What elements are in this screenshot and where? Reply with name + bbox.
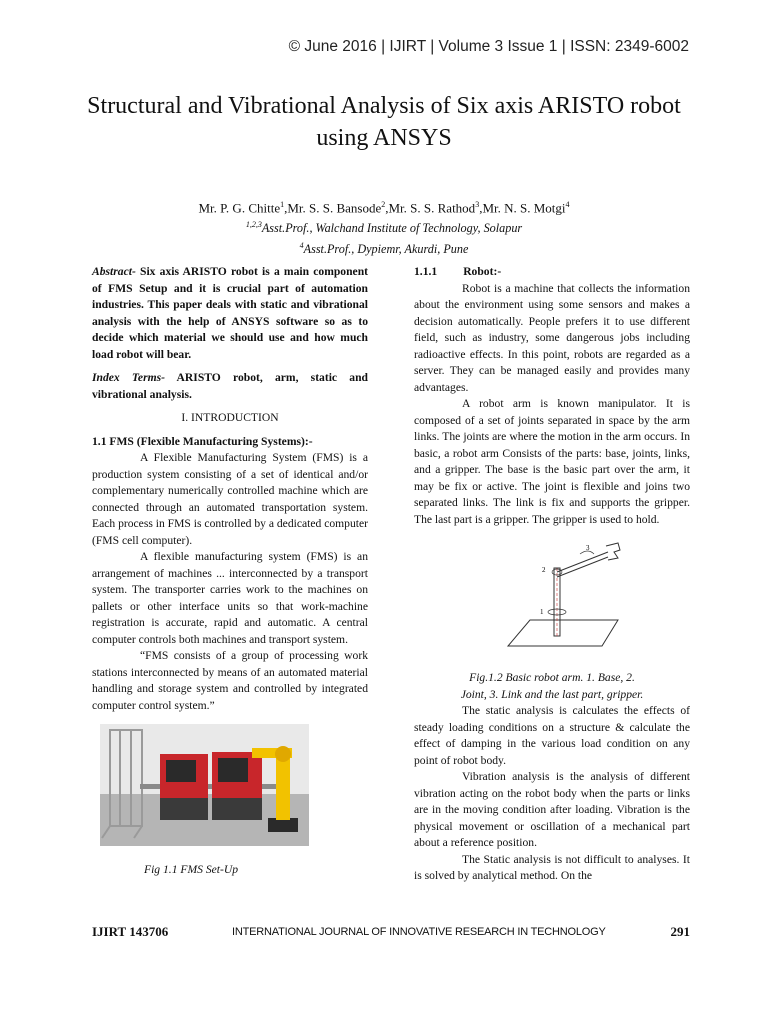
label-link: 3 xyxy=(586,544,590,552)
abstract-text: Six axis ARISTO robot is a main component of FMS Setup and it is crucial part of automation industries. This paper deals with static and vibrational analysis with the help of ANSYS software so as to decide which material we should use and how much load robot will bear. xyxy=(92,265,368,361)
journal-name: INTERNATIONAL JOURNAL OF INNOVATIVE RESEARCH IN TECHNOLOGY xyxy=(232,926,606,938)
cnc-machine-icon xyxy=(160,754,208,820)
affiliation-2-text: Asst.Prof., Dypiemr, Akurdi, Pune xyxy=(303,242,469,257)
paper-title: Structural and Vibrational Analysis of Six axis ARISTO robot using ANSYS xyxy=(87,93,681,151)
author-4: ,Mr. N. S. Motgi xyxy=(479,200,566,216)
figure-caption xyxy=(414,670,690,703)
affiliations xyxy=(0,216,768,258)
paragraph: A Flexible Manufacturing System (FMS) is a production system consisting of a set of identical and/or complementary numerically controlled machine which are connected through an automated transportation system. Each process in FMS is controlled by a dedicated computer (FMS cell computer). xyxy=(92,451,368,547)
subsection-number: 1.1.1 xyxy=(414,265,438,278)
left-column xyxy=(92,264,368,879)
base-plate xyxy=(508,620,618,646)
figure-caption-line: Fig.1.2 Basic robot arm. 1. Base, 2. xyxy=(469,671,635,684)
affiliation-1-text: Asst.Prof., Walchand Institute of Technology, Solapur xyxy=(261,221,523,236)
author-1-mark: 1 xyxy=(280,200,285,209)
author-3: ,Mr. S. S. Rathod xyxy=(385,200,476,216)
author-1: Mr. P. G. Chitte xyxy=(198,200,281,216)
paragraph: A robot arm is known manipulator. It is composed of a set of joints separated in space by the arm links. The joints are where the motion in the arm occurs. In basic, a robot arm Consists of the parts: base, joints, links, and a gripper. The base is the basic part over the arm, it may be fix or active. The joint is flexible and joins two separated links. The link is fix and supports the gripper. The last part is a gripper. The gripper is used to hold. xyxy=(414,397,690,526)
author-3-mark: 3 xyxy=(475,200,480,209)
author-list xyxy=(0,197,768,215)
index-terms xyxy=(92,370,368,403)
paragraph: The static analysis is calculates the effects of steady loading conditions on a structure & calculate the effect of damping in the various load condition on any point of robot body. xyxy=(414,704,690,767)
figure-caption: Fig 1.1 FMS Set-Up xyxy=(144,863,239,876)
affiliation-1 xyxy=(0,216,768,237)
affiliation-1-mark: 1,2,3 xyxy=(245,220,262,229)
label-joint: 2 xyxy=(542,566,546,574)
page-number: 291 xyxy=(670,924,690,939)
page-footer xyxy=(92,924,690,944)
paper-id: IJIRT 143706 xyxy=(92,924,169,939)
abstract-label: Abstract- xyxy=(92,265,136,278)
figure-caption-line: Joint, 3. Link and the last part, gripper. xyxy=(460,687,644,701)
affiliation-2-mark: 4 xyxy=(299,241,304,251)
section-heading: I. INTRODUCTION xyxy=(181,411,279,424)
label-base: 1 xyxy=(540,608,544,616)
arm-link xyxy=(557,552,608,572)
paragraph: Vibration analysis is the analysis of different vibration acting on the robot body when the parts or links are in the moving condition after loading. Vibration is the physical movement or oscillation of a mechanical part about a reference position. xyxy=(414,770,690,849)
right-column xyxy=(414,264,690,885)
subsection-title: Robot:- xyxy=(463,265,502,278)
paragraph: The Static analysis is not difficult to analyses. It is solved by analytical method. On the xyxy=(414,852,690,882)
index-terms-text: ARISTO robot, arm, static and vibrational analysis. xyxy=(92,371,368,401)
fms-setup-figure xyxy=(100,724,309,846)
paragraph: A flexible manufacturing system (FMS) is an arrangement of machines ... interconnected by a transport system. The transporter carries work to the machines on pallets or other interface units so that work-machine registration is accurate, rapid and automatic. A central computer controls both machines and transport system. xyxy=(92,550,368,646)
author-4-mark: 4 xyxy=(565,200,570,209)
robot-arm-diagram xyxy=(480,542,622,654)
author-2: ,Mr. S. S. Bansode xyxy=(284,200,382,216)
index-terms-label: Index Terms- xyxy=(92,371,165,384)
paragraph: Robot is a machine that collects the information about the environment using some sensors and makes a decision automatically. People prefers it to use different field, such as industry, some dangerous jobs including radioactive effects. In this point, robots are regarded as a server. They can be managed easily and provides many advantages. xyxy=(414,281,690,394)
author-2-mark: 2 xyxy=(381,200,386,209)
journal-header: © June 2016 | IJIRT | Volume 3 Issue 1 | ISSN: 2349-6002 xyxy=(288,38,689,55)
abstract xyxy=(92,264,368,363)
subsection-heading xyxy=(414,264,690,281)
cnc-machine-icon xyxy=(212,752,262,820)
affiliation-2 xyxy=(0,237,768,258)
quote-paragraph: “FMS consists of a group of processing work stations interconnected by means of an automated material handling and storage system and controlled by integrated computer control system.” xyxy=(92,649,368,712)
subsection-heading: 1.1 FMS (Flexible Manufacturing Systems):- xyxy=(92,434,313,448)
